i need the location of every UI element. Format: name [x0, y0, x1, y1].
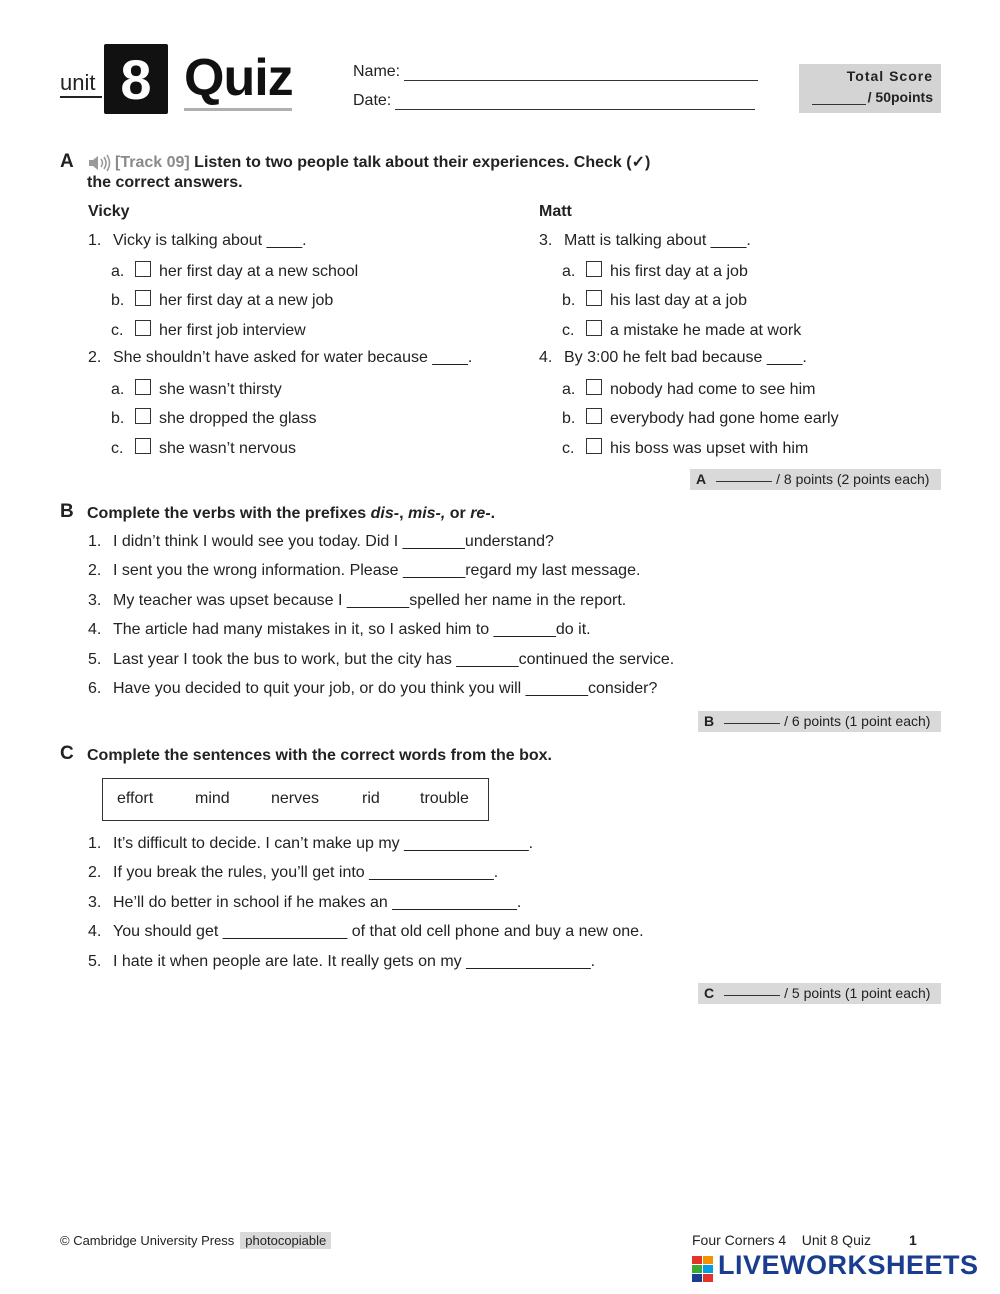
column-heading-vicky: Vicky: [88, 203, 130, 220]
liveworksheets-logo-icon: [692, 1256, 714, 1284]
b-item-2[interactable]: 2. I sent you the wrong information. Please _______regard my last message.: [88, 562, 641, 579]
word-box-item: effort: [117, 790, 154, 807]
option-1c[interactable]: c. her first job interview: [111, 322, 306, 339]
option-2c[interactable]: c. she wasn’t nervous: [111, 440, 296, 457]
c-item-5[interactable]: 5. I hate it when people are late. It really gets on my ______________.: [88, 953, 596, 970]
question-2: 2. She shouldn’t have asked for water because ____.: [88, 349, 473, 366]
section-b-letter: B: [60, 501, 74, 522]
photocopiable-badge: photocopiable: [240, 1232, 331, 1249]
total-score-points: points: [891, 89, 933, 105]
word-box: [102, 778, 489, 821]
instruction-line-1: Listen to two people talk about their experiences. Check (: [194, 154, 632, 171]
checkbox[interactable]: [586, 408, 602, 424]
option-3a[interactable]: a. his first day at a job: [562, 263, 748, 280]
question-1: 1. Vicky is talking about ____.: [88, 232, 307, 249]
liveworksheets-watermark[interactable]: LIVEWORKSHEETS: [718, 1250, 979, 1280]
quiz-title: Quiz: [184, 49, 293, 107]
total-score-suffix: / 50: [867, 89, 891, 105]
question-3: 3. Matt is talking about ____.: [539, 232, 751, 249]
instruction-line-2: the correct answers.: [87, 174, 243, 191]
option-4a[interactable]: a. nobody had come to see him: [562, 381, 816, 398]
name-input-line[interactable]: [404, 67, 758, 81]
option-4b[interactable]: b. everybody had gone home early: [562, 410, 839, 427]
unit-underline: [60, 96, 102, 98]
speaker-icon[interactable]: [87, 154, 111, 172]
option-4c[interactable]: c. his boss was upset with him: [562, 440, 809, 457]
unit-word: unit: [60, 70, 96, 95]
date-input-line[interactable]: [395, 96, 755, 110]
word-box-item: rid: [362, 790, 380, 807]
quiz-underline: [184, 108, 292, 111]
checkbox[interactable]: [586, 261, 602, 277]
column-heading-matt: Matt: [539, 203, 572, 220]
checkbox[interactable]: [586, 290, 602, 306]
c-item-3[interactable]: 3. He’ll do better in school if he makes an ______________.: [88, 894, 522, 911]
section-a-score: A / 8 points (2 points each): [690, 469, 941, 490]
score-blank[interactable]: [724, 713, 780, 724]
checkbox[interactable]: [135, 379, 151, 395]
word-box-item: trouble: [420, 790, 469, 807]
page-number: 1: [908, 1232, 917, 1248]
checkbox[interactable]: [135, 261, 151, 277]
option-1b[interactable]: b. her first day at a new job: [111, 292, 334, 309]
total-score-title: Total Score: [846, 68, 933, 84]
date-label: Date:: [353, 92, 392, 109]
option-3c[interactable]: c. a mistake he made at work: [562, 322, 802, 339]
b-item-1[interactable]: 1. I didn’t think I would see you today. Did I _______understand?: [88, 533, 554, 550]
checkbox[interactable]: [135, 408, 151, 424]
option-2b[interactable]: b. she dropped the glass: [111, 410, 317, 427]
option-1a[interactable]: a. her first day at a new school: [111, 263, 359, 280]
option-2a[interactable]: a. she wasn’t thirsty: [111, 381, 282, 398]
checkbox[interactable]: [135, 438, 151, 454]
b-item-4[interactable]: 4. The article had many mistakes in it, so I asked him to _______do it.: [88, 621, 591, 638]
question-4: 4. By 3:00 he felt bad because ____.: [539, 349, 807, 366]
checkbox[interactable]: [586, 438, 602, 454]
checkbox[interactable]: [135, 320, 151, 336]
word-box-item: nerves: [271, 790, 320, 807]
section-b-instruction: Complete the verbs with the prefixes dis-, mis-, or re-.: [87, 505, 496, 522]
b-item-3[interactable]: 3. My teacher was upset because I _______spelled her name in the report.: [88, 592, 627, 609]
checkbox[interactable]: [586, 320, 602, 336]
score-blank[interactable]: [716, 471, 772, 482]
unit-logo: [60, 44, 300, 114]
section-c-score: C / 5 points (1 point each): [698, 983, 941, 1004]
checkbox[interactable]: [586, 379, 602, 395]
option-3b[interactable]: b. his last day at a job: [562, 292, 747, 309]
footer-info: [692, 1232, 917, 1248]
track-label: [Track 09]: [115, 154, 190, 171]
unit-number: 8: [104, 44, 168, 114]
book-title: Four Corners 4: [692, 1232, 787, 1248]
word-box-item: mind: [195, 790, 230, 807]
c-item-4[interactable]: 4. You should get ______________ of that old cell phone and buy a new one.: [88, 923, 644, 940]
name-field: [353, 63, 758, 81]
c-item-1[interactable]: 1. It’s difficult to decide. I can’t make up my ______________.: [88, 835, 534, 852]
total-score-box: [799, 64, 941, 113]
date-field: [353, 92, 755, 110]
checkbox[interactable]: [135, 290, 151, 306]
score-blank[interactable]: [724, 985, 780, 996]
b-item-6[interactable]: 6. Have you decided to quit your job, or do you think you will _______consider?: [88, 680, 658, 697]
c-item-2[interactable]: 2. If you break the rules, you’ll get into ______________.: [88, 864, 499, 881]
section-c-letter: C: [60, 743, 74, 764]
section-b-score: B / 6 points (1 point each): [698, 711, 941, 732]
footer-copyright: © Cambridge University Press photocopiable: [60, 1232, 331, 1249]
name-label: Name:: [353, 63, 401, 80]
total-score-blank[interactable]: [812, 93, 866, 105]
b-item-5[interactable]: 5. Last year I took the bus to work, but the city has _______continued the service.: [88, 651, 675, 668]
check-mark-icon: ✓: [631, 154, 646, 171]
total-score-value: [812, 89, 933, 105]
unit-quiz-label: Unit 8 Quiz: [801, 1232, 871, 1248]
section-a-instruction: [87, 153, 650, 193]
instruction-close: ): [645, 154, 651, 171]
section-a-letter: A: [60, 151, 74, 172]
section-c-instruction: Complete the sentences with the correct words from the box.: [87, 747, 552, 764]
